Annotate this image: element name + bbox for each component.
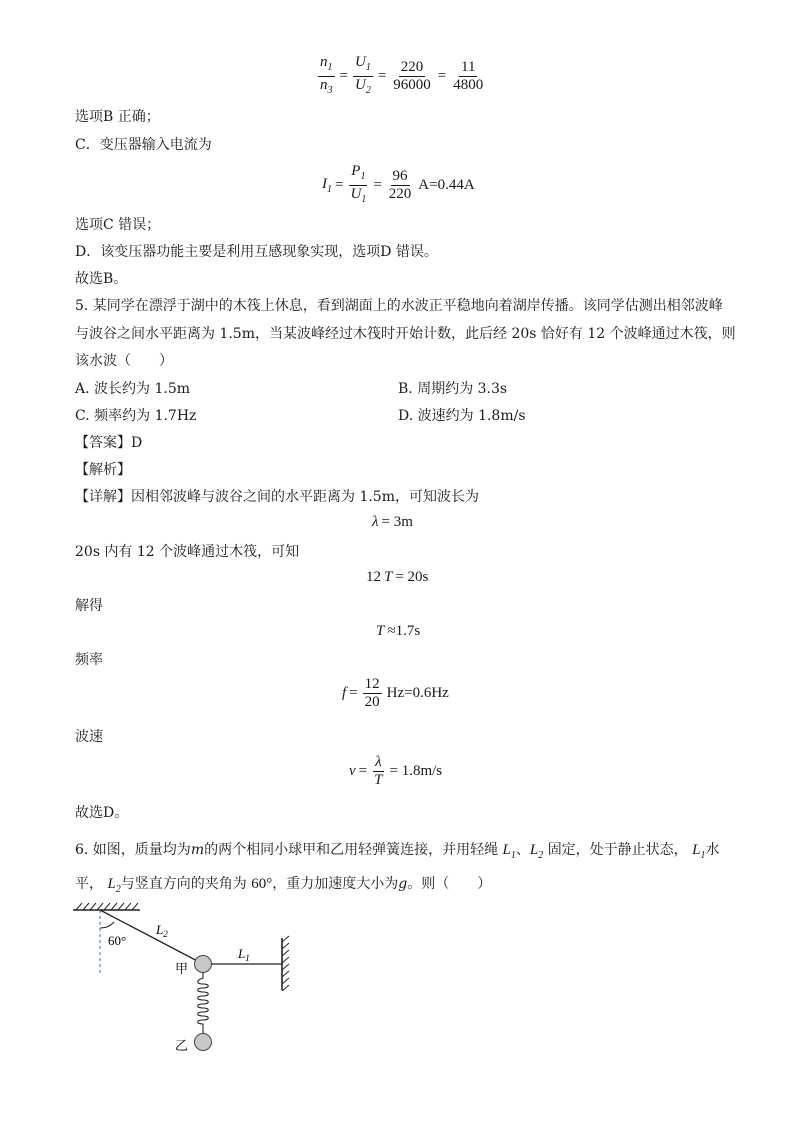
- label-l1: $L_1$: [238, 946, 250, 963]
- option-c-wrong: 选项C 错误；: [75, 217, 161, 233]
- option-c-heading: C．变压器输入电流为: [75, 137, 212, 153]
- frequency-equation: f = $\frac{12}{20}$ Hz=0.6Hz: [342, 676, 449, 710]
- angle-label: 60°: [108, 933, 127, 948]
- wavelength-equation: λ = 3m: [372, 514, 413, 530]
- option-a: A. 波长约为 1.5m: [75, 381, 191, 397]
- analysis-heading: 【解析】: [75, 462, 131, 478]
- ball-jia: [195, 956, 212, 973]
- q6-line2: 平， $L_2$与竖直方向的夹角为 60°，重力加速度大小为g。则（ ）: [75, 876, 492, 895]
- speed-equation: v = $\frac{\lambda}{T}$ = 1.8m/s: [349, 754, 443, 788]
- frequency-text: 频率: [75, 652, 103, 668]
- ball-yi: [195, 1034, 212, 1051]
- q5-line2: 与波谷之间水平距离为 1.5m，当某波峰经过木筏时开始计数，此后经 20s 恰好有 12 个波峰通过木筏，则: [75, 326, 736, 342]
- q5-line3: 该水波（ ）: [75, 353, 173, 369]
- label-l2: $L_2$: [156, 922, 168, 939]
- option-d-text: D．该变压器功能主要是利用互感现象实现，选项D 错误。: [75, 244, 438, 260]
- spring-balls-figure: [70, 898, 310, 1058]
- angle-arc: [100, 922, 114, 928]
- period-approx-equation: T ≈1.7s: [376, 623, 421, 639]
- q6-line1: 6. 如图，质量均为m的两个相同小球甲和乙用轻弹簧连接，并用轻绳 $L_1$、$L_2$ 固定，处于静止状态， $L_1$水: [75, 842, 720, 861]
- current-equation: $I_1$ = $\frac{P_1}{U_1}$ = $\frac{96}{220}$ A=0.44A: [322, 163, 475, 205]
- choose-b: 故选B。: [75, 271, 128, 287]
- ratio-equation: $\frac{n_1}{n_3}$ = $\frac{U_1}{U_2}$ = $\frac{220}{96000}$ = $\frac{11}{4800}$: [320, 54, 484, 96]
- q5-line1: 5. 某同学在漂浮于湖中的木筏上休息，看到湖面上的水波正平稳地向着湖岸传播。该同学估测出相邻波峰: [75, 298, 723, 314]
- option-b-correct: 选项B 正确；: [75, 109, 160, 125]
- option-d: D. 波速约为 1.8m/s: [398, 408, 526, 424]
- choose-d: 故选D。: [75, 805, 129, 821]
- option-b: B. 周期约为 3.3s: [398, 381, 508, 397]
- detail-text: 【详解】因相邻波峰与波谷之间的水平距离为 1.5m，可知波长为: [75, 489, 479, 505]
- spring: [198, 972, 209, 1034]
- period-equation: 12 T = 20s: [366, 569, 429, 585]
- label-jia: 甲: [175, 961, 189, 976]
- label-yi: 乙: [175, 1038, 189, 1053]
- twenty-seconds-text: 20s 内有 12 个波峰通过木筏，可知: [75, 544, 300, 560]
- answer: 【答案】D: [75, 435, 143, 451]
- wave-speed-text: 波速: [75, 729, 103, 745]
- solve-text: 解得: [75, 598, 103, 614]
- option-c: C. 频率约为 1.7Hz: [75, 408, 197, 424]
